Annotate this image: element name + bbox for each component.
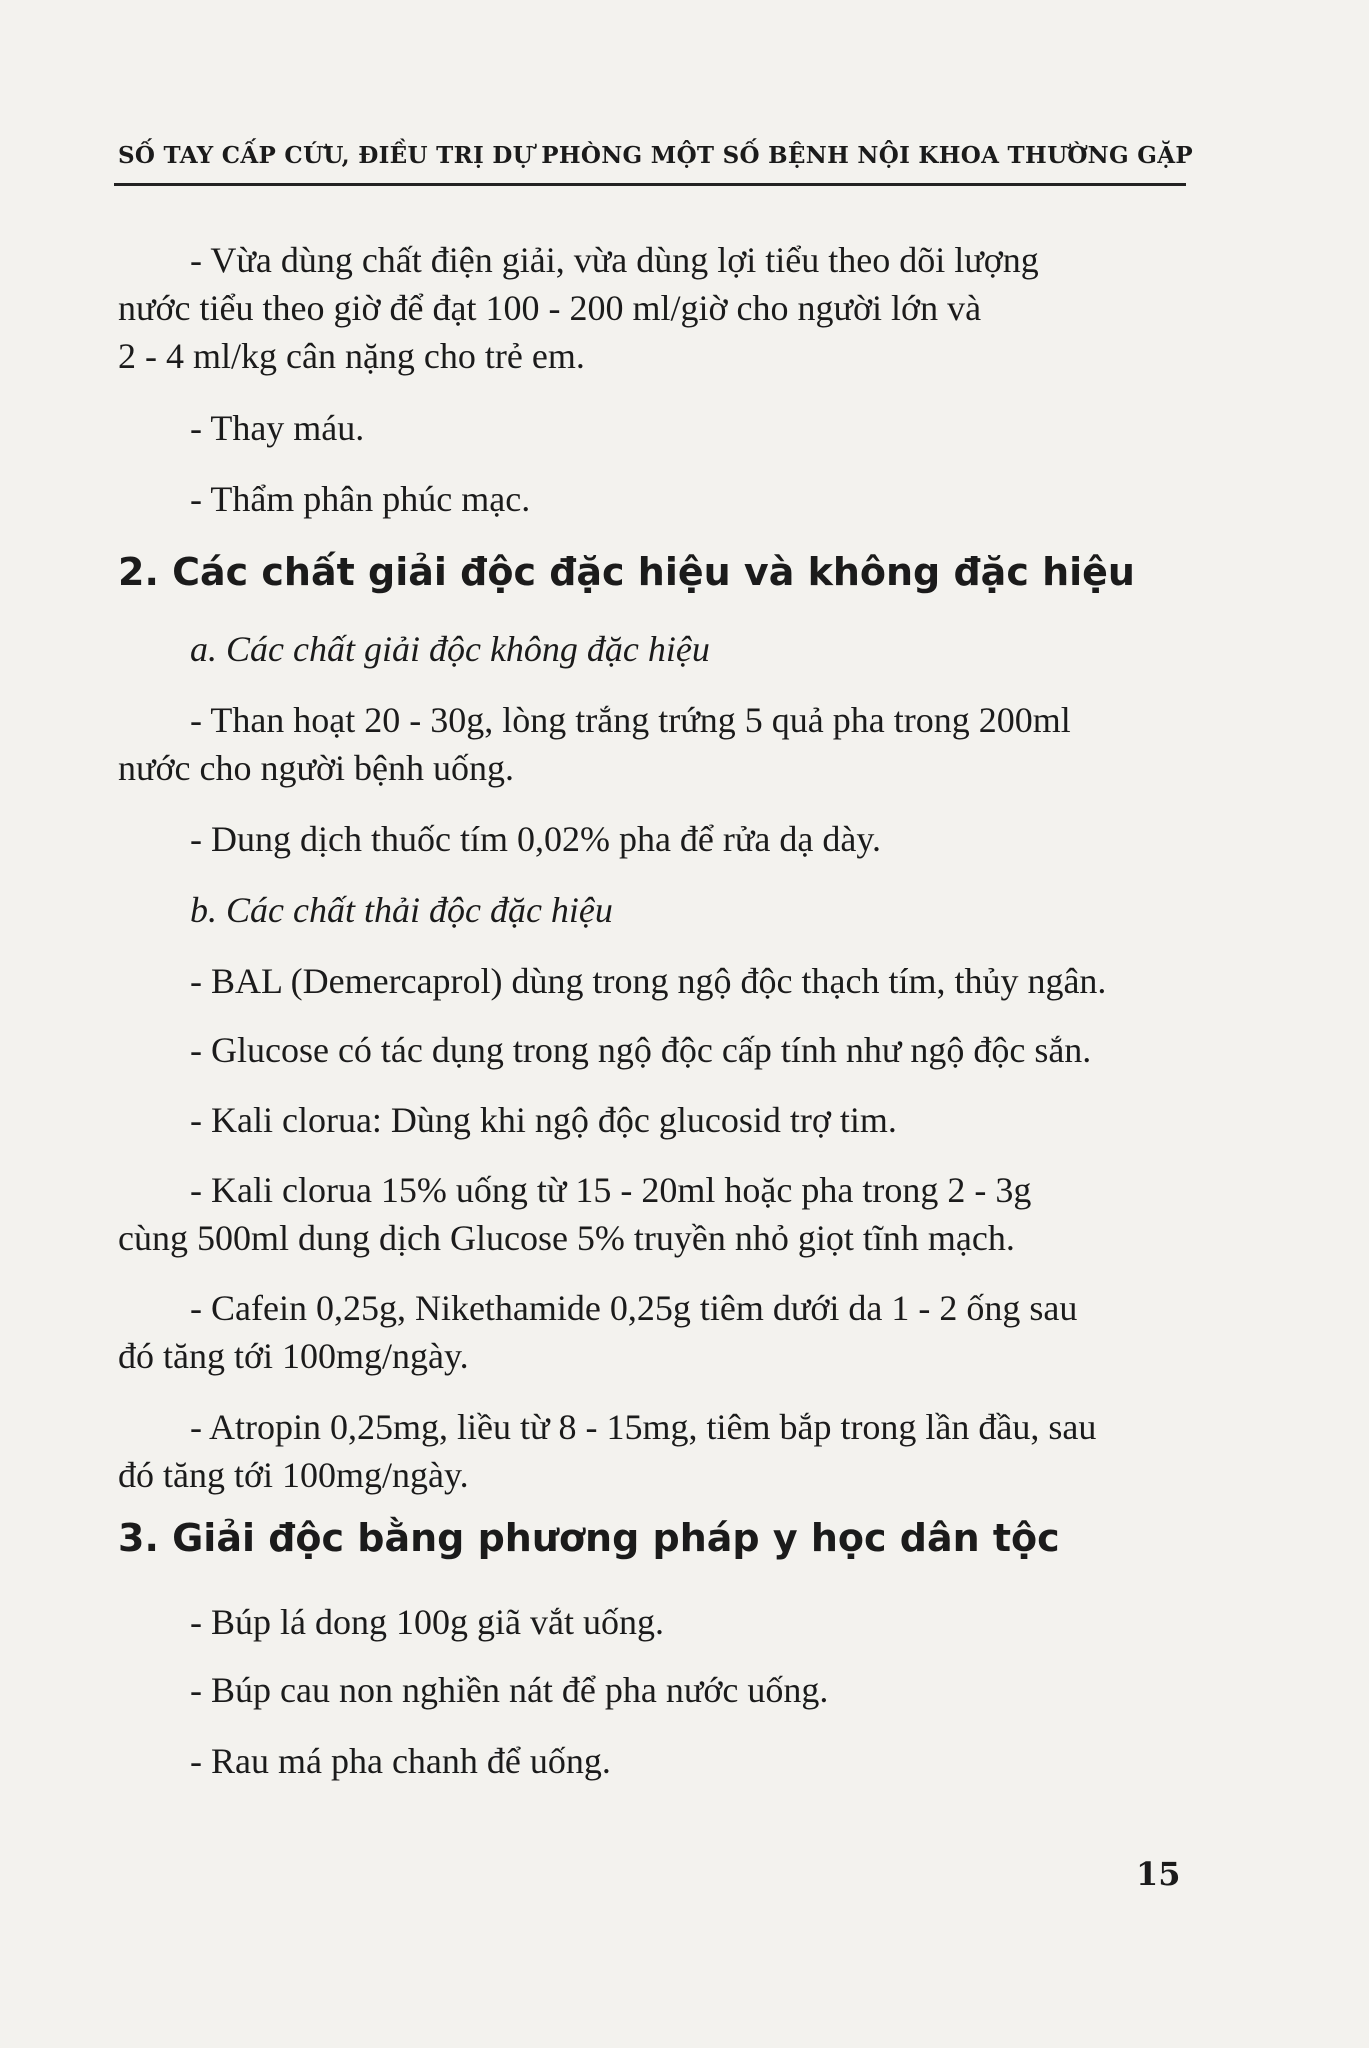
list-item-line: - Atropin 0,25mg, liều từ 8 - 15mg, tiêm bắp trong lần đầu, sau [190,1407,1097,1447]
header-rule [114,183,1186,186]
list-item-caffeine [118,1284,1184,1380]
list-item-potassium-chloride-dose [118,1166,1184,1262]
list-item-areca-bud: - Búp cau non nghiền nát để pha nước uống. [190,1670,829,1710]
list-item-atropine [118,1403,1184,1499]
subheading-b: b. Các chất thải độc đặc hiệu [190,890,613,930]
list-item-line: nước cho người bệnh uống. [118,748,515,788]
list-item-glucose: - Glucose có tác dụng trong ngộ độc cấp tính như ngộ độc sắn. [190,1030,1092,1070]
list-item-line: - Kali clorua 15% uống từ 15 - 20ml hoặc pha trong 2 - 3g [190,1170,1032,1210]
section-heading-3: 3. Giải độc bằng phương pháp y học dân tộc [118,1516,1060,1560]
subheading-a: a. Các chất giải độc không đặc hiệu [190,629,710,669]
list-item-line: nước tiểu theo giờ để đạt 100 - 200 ml/giờ cho người lớn và [118,288,982,328]
list-item-peritoneal-dialysis: - Thẩm phân phúc mạc. [190,479,531,519]
list-item-electrolyte-diuretic [118,236,1184,380]
list-item-blood-exchange: - Thay máu. [190,408,365,448]
list-item-line: - Vừa dùng chất điện giải, vừa dùng lợi tiểu theo dõi lượng [190,240,1039,280]
list-item-line: - Than hoạt 20 - 30g, lòng trắng trứng 5 quả pha trong 200ml [190,700,1071,740]
list-item-potassium-chloride: - Kali clorua: Dùng khi ngộ độc glucosid trợ tim. [190,1100,897,1140]
list-item-line: - Cafein 0,25g, Nikethamide 0,25g tiêm dưới da 1 - 2 ống sau [190,1288,1078,1328]
list-item-line: đó tăng tới 100mg/ngày. [118,1336,469,1376]
page-number: 15 [1136,1855,1181,1893]
list-item-line: đó tăng tới 100mg/ngày. [118,1455,469,1495]
list-item-bal: - BAL (Demercaprol) dùng trong ngộ độc thạch tím, thủy ngân. [190,961,1107,1001]
running-header: SỐ TAY CẤP CỨU, ĐIỀU TRỊ DỰ PHÒNG MỘT SỐ BỆNH NỘI KHOA THƯỜNG GẶP [118,142,1193,169]
list-item-activated-charcoal [118,696,1184,792]
list-item-permanganate: - Dung dịch thuốc tím 0,02% pha để rửa dạ dày. [190,819,881,859]
list-item-line: 2 - 4 ml/kg cân nặng cho trẻ em. [118,336,585,376]
section-heading-2: 2. Các chất giải độc đặc hiệu và không đặc hiệu [118,550,1135,594]
list-item-pennywort: - Rau má pha chanh để uống. [190,1741,611,1781]
list-item-dong-leaf: - Búp lá dong 100g giã vắt uống. [190,1602,664,1642]
list-item-line: cùng 500ml dung dịch Glucose 5% truyền nhỏ giọt tĩnh mạch. [118,1218,1015,1258]
